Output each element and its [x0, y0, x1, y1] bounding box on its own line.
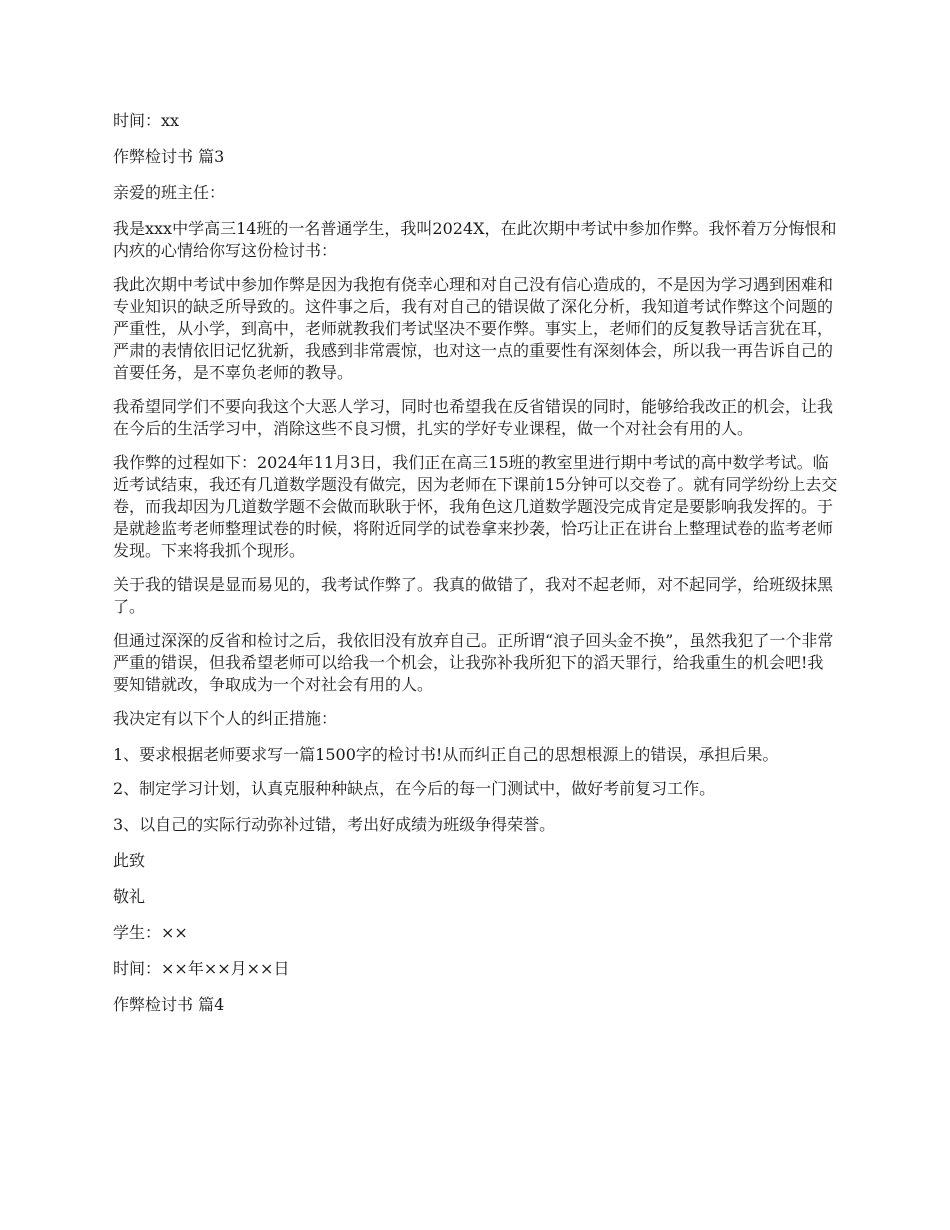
- time-line: 时间：xx: [113, 111, 180, 130]
- salutation: 亲爱的班主任：: [113, 183, 226, 202]
- measures-heading: 我决定有以下个人的纠正措施：: [113, 709, 338, 728]
- closing-jingli: 敬礼: [113, 887, 146, 906]
- paragraph-reason: 我此次期中考试中参加作弊是因为我抱有侥幸心理和对自己没有信心造成的，不是因为学习遇到困难和专业知识的缺乏所导致的。这件事之后，我有对自己的错误做了深化分析，我知道考试作弊这个问题的严重性，从小学，到高中，老师就教我们考试坚决不要作弊。事实上，老师们的反复教导话言犹在耳，严肃的表情依旧记忆犹新，我感到非常震惊，也对这一点的重要性有深刻体会，所以我一再告诉自己的首要任务，是不辜负老师的教导。: [113, 275, 834, 382]
- measure-item-3: 3、以自己的实际行动弥补过错，考出好成绩为班级争得荣誉。: [113, 815, 556, 834]
- paragraph-error: 关于我的错误是显而易见的，我考试作弊了。我真的做错了，我对不起老师，对不起同学，给班级抹黑了。: [113, 575, 834, 616]
- paragraph-process: 我作弊的过程如下：2024年11月3日，我们正在高三15班的教室里进行期中考试的高中数学考试。临近考试结束，我还有几道数学题没有做完，因为老师在下课前15分钟可以交卷了。就有同学纷纷上去交卷，而我却因为几道数学题不会做而耿耿于怀，我角色这几道数学题没完成肯定是要影响我发挥的。于是就趁监考老师整理试卷的时候，将附近同学的试卷拿来抄袭，恰巧让正在讲台上整理试卷的监考老师发现。下来将我抓个现形。: [113, 453, 838, 560]
- section-title-3: 作弊检讨书 篇3: [113, 147, 225, 166]
- signature-date: 时间：××年××月××日: [113, 959, 290, 978]
- measure-item-1: 1、要求根据老师要求写一篇1500字的检讨书!从而纠正自己的思想根源上的错误，承担后果。: [113, 745, 779, 764]
- document-page: [113, 110, 839, 1030]
- closing-cizhi: 此致: [113, 851, 146, 870]
- paragraph-reflection: 但通过深深的反省和检讨之后，我依旧没有放弃自己。正所谓“浪子回头金不换”，虽然我犯了一个非常严重的错误，但我希望老师可以给我一个机会，让我弥补我所犯下的滔天罪行，给我重生的机会吧!我要知错就改，争取成为一个对社会有用的人。: [113, 631, 834, 694]
- measure-item-2: 2、制定学习计划，认真克服种种缺点，在今后的每一门测试中，做好考前复习工作。: [113, 779, 716, 798]
- signature-student: 学生：××: [113, 923, 188, 942]
- paragraph-intro: 我是xxx中学高三14班的一名普通学生，我叫2024X，在此次期中考试中参加作弊。我怀着万分悔恨和内疚的心情给你写这份检讨书：: [113, 219, 837, 260]
- section-title-4: 作弊检讨书 篇4: [113, 995, 225, 1014]
- paragraph-hope: 我希望同学们不要向我这个大恶人学习，同时也希望我在反省错误的同时，能够给我改正的机会，让我在今后的生活学习中，消除这些不良习惯，扎实的学好专业课程，做一个对社会有用的人。: [113, 397, 834, 438]
